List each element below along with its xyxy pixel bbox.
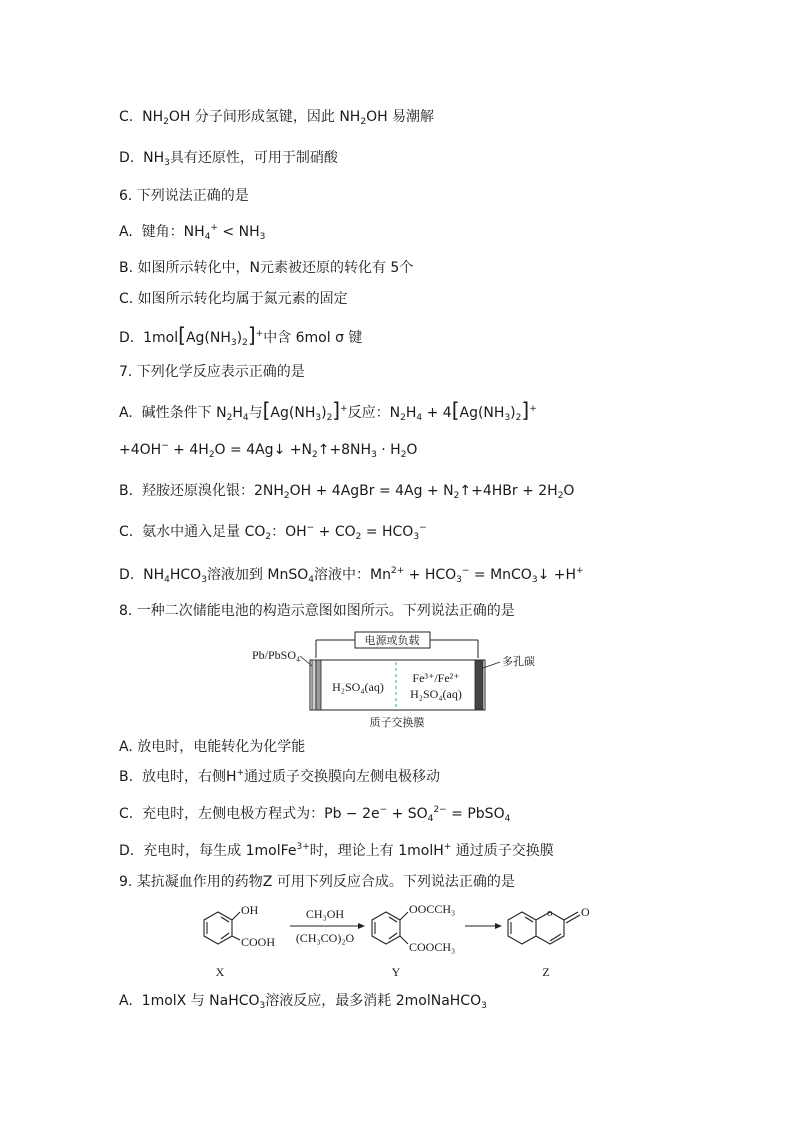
option-5d: D. $NH_3$具有还原性，可用于制硝酸 [119, 150, 338, 168]
question-6: 6. 下列说法正确的是 [119, 188, 249, 204]
y-ester-group: COOCH₃ [409, 940, 456, 954]
right-solution-label: H₂SO₄(aq) [410, 687, 462, 701]
option-6b: B. 如图所示转化中，N元素被还原的转化有 5个 [119, 260, 414, 276]
label-z: Z [542, 965, 550, 979]
z-ring-oxygen: o [547, 907, 553, 919]
reagent-anhydride: (CH₃CO)₂O [295, 931, 355, 945]
x-cooh-group: COOH [241, 935, 276, 949]
battery-diagram [248, 630, 558, 732]
molecule-z [508, 912, 580, 944]
option-7d: D. $NH_4HCO_3$溶液加到 MnSO$_4$溶液中：$Mn^{2+} + HCO_3^-$ = MnCO$_3$↓ +H+ [119, 566, 584, 585]
reaction-scheme [190, 898, 610, 988]
z-carbonyl-oxygen: O [581, 905, 590, 919]
x-oh-group: OH [241, 903, 259, 917]
molecule-x [204, 912, 240, 944]
question-8: 8. 一种二次储能电池的构造示意图如图所示。下列说法正确的是 [119, 603, 515, 619]
option-6c: C. 如图所示转化均属于氮元素的固定 [119, 291, 348, 307]
option-8c: C. 充电时，左侧电极方程式为：$Pb - 2e^- + SO_4^{2-}$ = PbSO$_4$ [119, 805, 511, 824]
y-acetoxy-group: OOCCH₃ [409, 902, 456, 916]
option-7b: B. 羟胺还原溴化银：$2NH_2OH$ + 4AgBr = $4Ag + N_2↑+4HBr + 2H_2O$ [119, 483, 575, 501]
label-y: Y [391, 965, 401, 979]
option-7a-line2: $+4OH^- + 4H_2O$ = 4Ag↓ $+N_2↑+8NH_3 \cdot H_2O$ [119, 441, 418, 460]
option-9a: A. 1molX 与 NaHCO$_3$溶液反应，最多消耗 2molNaHCO$_3$ [119, 993, 487, 1011]
right-electrode-label: 多孔碳 [502, 655, 535, 668]
right-ions-label: Fe³⁺/Fe²⁺ [412, 671, 460, 685]
left-electrode-inner [316, 660, 321, 710]
membrane-label: 质子交换膜 [369, 716, 425, 729]
option-6d: D. $1mol[Ag(NH_3)_2]^+$中含 6mol σ 键 [119, 323, 363, 348]
option-7c: C. 氨水中通入足量 $CO_2$：$OH^- + CO_2 = HCO_3^-$ [119, 523, 427, 542]
question-7: 7. 下列化学反应表示正确的是 [119, 364, 305, 380]
label-x: X [215, 965, 225, 979]
option-8d: D. 充电时，每生成 1molFe$^{3+}$时，理论上有 1molH+ 通过质子交换膜 [119, 842, 554, 859]
option-6a: A. 键角：$NH_4^+ < NH_3$ [119, 223, 266, 242]
option-8b: B. 放电时，右侧H+通过质子交换膜向左侧电极移动 [119, 768, 441, 785]
option-8a: A. 放电时，电能转化为化学能 [119, 739, 306, 755]
right-electrode [475, 660, 483, 710]
molecule-y [372, 912, 408, 944]
left-solution-label: H₂SO₄(aq) [332, 680, 384, 694]
option-5c: C. $NH_2OH$ 分子间形成氢键，因此 $NH_2OH$ 易潮解 [119, 109, 435, 127]
power-load-label: 电源或负载 [364, 634, 420, 647]
left-electrode-label: Pb/PbSO₄ [252, 648, 301, 662]
reagent-methanol: CH₃OH [305, 907, 345, 921]
option-7a-line1: A. 碱性条件下 $N_2H_4$与$[Ag(NH_3)_2]^+$反应：$N_2H_4 + 4[Ag(NH_3)_2]^+$ [119, 398, 537, 423]
question-9: 9. 某抗凝血作用的药物Z 可用下列反应合成。下列说法正确的是 [119, 874, 515, 890]
left-electrode-outer [312, 660, 316, 710]
